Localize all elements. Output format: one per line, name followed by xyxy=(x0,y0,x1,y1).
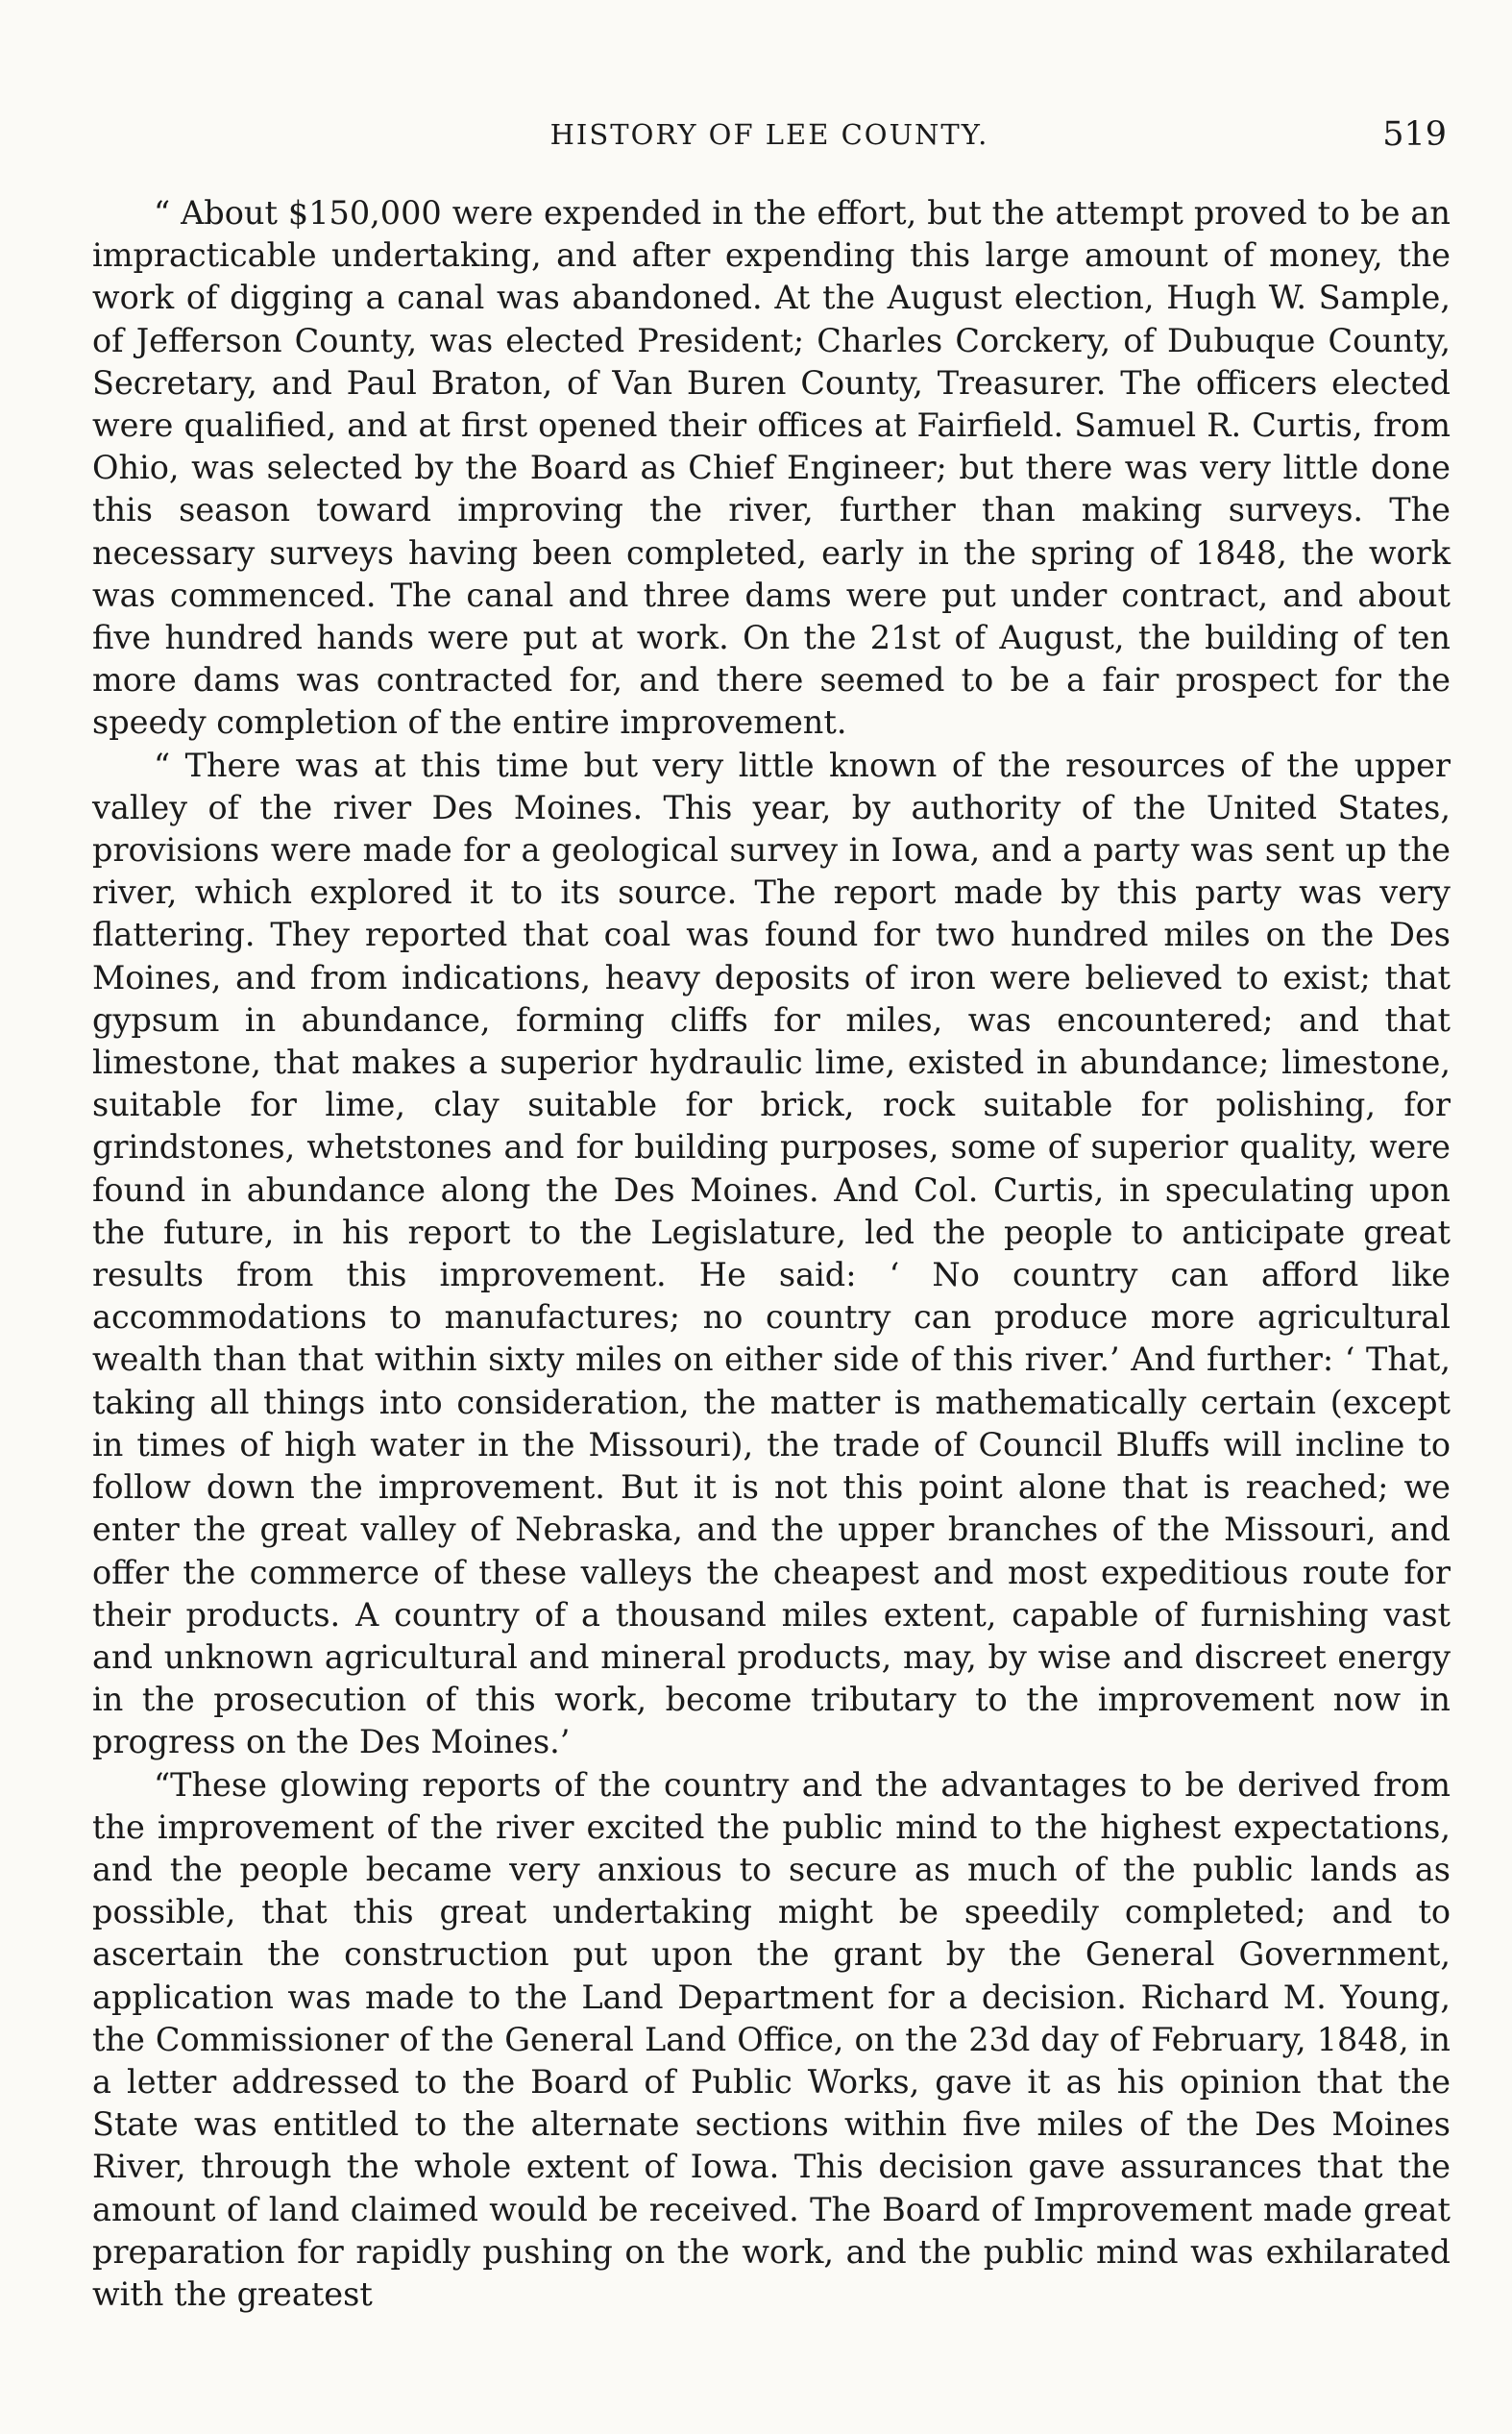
running-head xyxy=(92,111,1447,158)
body-text xyxy=(92,192,1451,2316)
paragraph: “These glowing reports of the country and the advantages to be derived from the improvement of the river excited the public mind to the highest expectations, and the people became very anxious to secure as much of the public lands as possible, that this great undertaking might be speedily completed; and to ascertain the construction put upon the grant by the General Government, application was made to the Land Department for a decision. Richard M. Young, the Commissioner of the General Land Office, on the 23d day of February, 1848, in a letter addressed to the Board of Public Works, gave it as his opinion that the State was entitled to the alternate sections within five miles of the Des Moines River, through the whole extent of Iowa. This decision gave assurances that the amount of land claimed would be received. The Board of Improvement made great preparation for rapidly pushing on the work, and the public mind was exhilarated with the greatest xyxy=(92,1765,1451,2313)
running-title: HISTORY OF LEE COUNTY. xyxy=(549,118,989,151)
paragraph: “ About $150,000 were expended in the effort, but the attempt proved to be an impracticable undertaking, and after expending this large amount of money, the work of digging a canal was abandoned. At the August election, Hugh W. Sample, of Jefferson County, was elected President; Charles Corckery, of Dubuque County, Secretary, and Paul Braton, of Van Buren County, Treasurer. The officers elected were qualified, and at first opened their offices at Fairfield. Samuel R. Curtis, from Ohio, was selected by the Board as Chief Engineer; but there was very little done this season toward improving the river, further than making surveys. The necessary surveys having been completed, early in the spring of 1848, the work was commenced. The canal and three dams were put under contract, and about five hundred hands were put at work. On the 21st of August, the building of ten more dams was contracted for, and there seemed to be a fair prospect for the speedy completion of the entire improvement. xyxy=(92,194,1451,742)
page-number: 519 xyxy=(1382,115,1447,154)
paragraph: “ There was at this time but very little known of the resources of the upper valley of the river Des Moines. This year, by authority of the United States, provisions were made for a geological survey in Iowa, and a party was sent up the river, which explored it to its source. The report made by this party was very flattering. They reported that coal was found for two hundred miles on the Des Moines, and from indications, heavy deposits of iron were believed to exist; that gypsum in abundance, forming cliffs for miles, was encountered; and that limestone, that makes a superior hydraulic lime, existed in abundance; limestone, suitable for lime, clay suitable for brick, rock suitable for polishing, for grindstones, whetstones and for building purposes, some of superior quality, were found in abundance along the Des Moines. And Col. Curtis, in speculating upon the future, in his report to the Legislature, led the people to anticipate great results from this improvement. He said: ‘ No country can afford like accommodations to manufactures; no country can produce more agricultural wealth than that within sixty miles on either side of this river.’ And further: ‘ That, taking all things into consideration, the matter is mathematically certain (except in times of high water in the Missouri), the trade of Council Bluffs will incline to follow down the improvement. But it is not this point alone that is reached; we enter the great valley of Nebraska, and the upper branches of the Missouri, and offer the commerce of these valleys the cheapest and most expeditious route for their products. A country of a thousand miles extent, capable of furnishing vast and unknown agricultural and mineral products, may, by wise and discreet energy in the prosecution of this work, become tributary to the improvement now in progress on the Des Moines.’ xyxy=(92,746,1451,1761)
